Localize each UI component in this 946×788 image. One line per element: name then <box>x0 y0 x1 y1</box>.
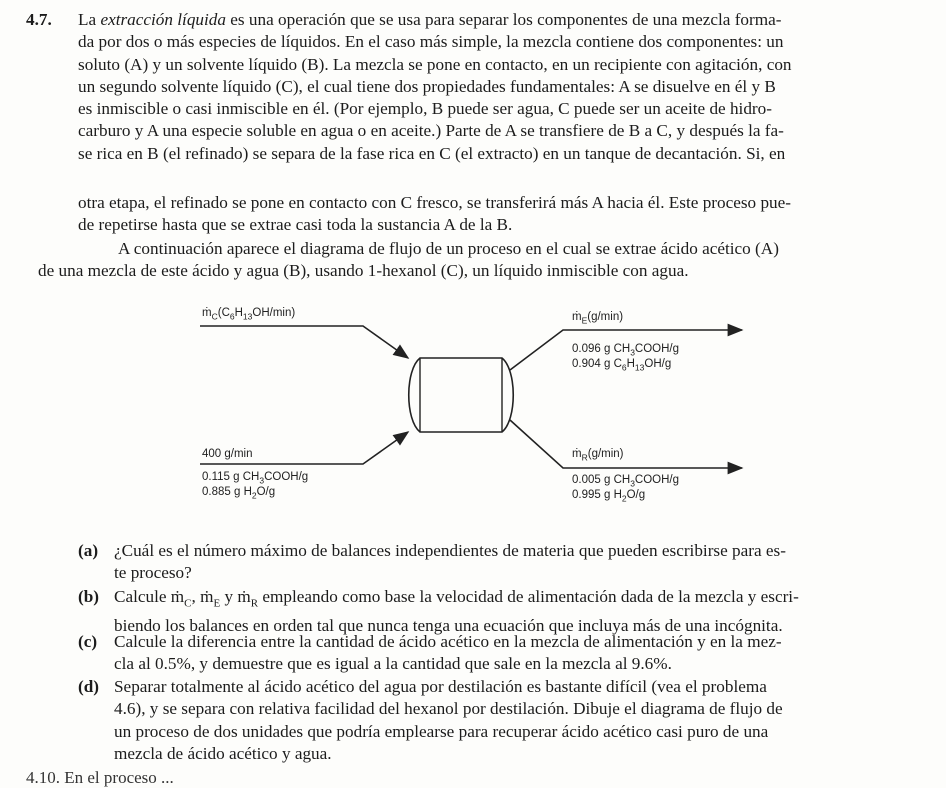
text-line: te proceso? <box>114 563 192 583</box>
problem-intro-paragraph <box>26 9 914 165</box>
text-line: un segundo solvente líquido (C), el cual tiene dos propiedades fundamentales: A se disuelve en él y B <box>78 76 776 96</box>
text-line: de una mezcla de este ácido y agua (B), usando 1-hexanol (C), un líquido inmiscible con agua. <box>38 261 689 281</box>
text-line: 4.6), y se separa con relativa facilidad del hexanol por destilación. Dibuje el diagrama de flujo de <box>114 699 783 719</box>
text-line: de repetirse hasta que se extrae casi toda la sustancia A de la B. <box>78 215 513 235</box>
raffinate-outlet-line <box>510 420 742 468</box>
question-c <box>78 631 914 676</box>
extraction-vessel <box>409 358 514 432</box>
flow-diagram <box>180 300 780 520</box>
question-label: (b) <box>78 587 100 606</box>
text-line: cla al 0.5%, y demuestre que es igual a la cantidad que sale en la mezcla al 9.6%. <box>114 654 672 674</box>
text-line: ¿Cuál es el número máximo de balances independientes de materia que pueden escribirse para es- <box>114 541 786 560</box>
extract-hexanol-fraction: 0.904 g $C_6H_{13}OH/g$ <box>572 358 672 373</box>
problem-number: 4.7. <box>26 10 52 29</box>
question-d <box>78 676 914 765</box>
question-label: (c) <box>78 632 98 651</box>
text-line: un proceso de dos unidades que podría emplearse para recuperar ácido acético casi puro de una <box>114 721 769 741</box>
raffinate-stream-label: ṁ$_R$(g/min) <box>572 448 624 463</box>
question-label: (d) <box>78 677 100 696</box>
question-b <box>78 586 914 637</box>
diagram-intro-paragraph <box>38 238 914 283</box>
text-line: biendo los balances en orden tal que nunca tenga una ecuación que incluya más de una incógnita. <box>114 615 783 635</box>
raffinate-water-fraction: 0.995 g $H_2O/g$ <box>572 489 646 504</box>
text-line: Separar totalmente al ácido acético del agua por destilación es bastante difícil (vea el problema <box>114 677 767 696</box>
text-line: otra etapa, el refinado se pone en contacto con C fresco, se transferirá más A hacia él. Este proceso pue- <box>78 193 791 212</box>
text-line: Calcule la diferencia entre la cantidad de ácido acético en la mezcla de alimentación y en la mez- <box>114 632 782 651</box>
problem-continuation-paragraph <box>78 192 914 237</box>
text-line: A continuación aparece el diagrama de flujo de un proceso en el cual se extrae ácido acético (A) <box>118 239 779 258</box>
extract-stream-label: ṁ$_E$(g/min) <box>572 311 624 326</box>
question-a <box>78 540 914 585</box>
text-line: se rica en B (el refinado) se separa de la fase rica en C (el extracto) en un tanque de decantación. Si, en <box>78 143 786 163</box>
feed-rate-label: 400 g/min <box>202 448 253 460</box>
text-line: Calcule ṁ$_C$, ṁ$_E$ y ṁ$_R$ empleando como base la velocidad de alimentación dada de la mezcla y escri- <box>114 587 799 610</box>
text-line: La extracción líquida es una operación que se usa para separar los componentes de una mezcla forma- <box>78 10 782 29</box>
feed-water-fraction: 0.885 g $H_2O/g$ <box>202 486 276 501</box>
question-label: (a) <box>78 541 99 560</box>
text-line: da por dos o más especies de líquidos. En el caso más simple, la mezcla contiene dos componentes: un <box>78 32 784 52</box>
extract-acid-fraction: 0.096 g $CH_3COOH/g$ <box>572 343 680 358</box>
solvent-inlet-line <box>200 326 408 358</box>
text-line: mezcla de ácido acético y agua. <box>114 743 332 763</box>
feed-acid-fraction: 0.115 g $CH_3COOH/g$ <box>202 471 309 486</box>
raffinate-acid-fraction: 0.005 g $CH_3COOH/g$ <box>572 474 680 489</box>
solvent-stream-label: $ṁ_C(C_6H_{13}OH/\min)$ <box>202 307 296 322</box>
next-problem-cutoff: 4.10. En el proceso ... <box>26 768 174 787</box>
text-line: es inmiscible o casi inmiscible en él. (Por ejemplo, B puede ser agua, C puede ser un aceite de hidro- <box>78 99 772 119</box>
emphasis-term: extracción líquida <box>100 10 226 29</box>
text-line: carburo y A una especie soluble en agua o en aceite.) Parte de A se transfiere de B a C, y después la fa- <box>78 121 784 141</box>
text-line: soluto (A) y un solvente líquido (B). La mezcla se pone en contacto, en un recipiente con agitación, con <box>78 54 792 74</box>
